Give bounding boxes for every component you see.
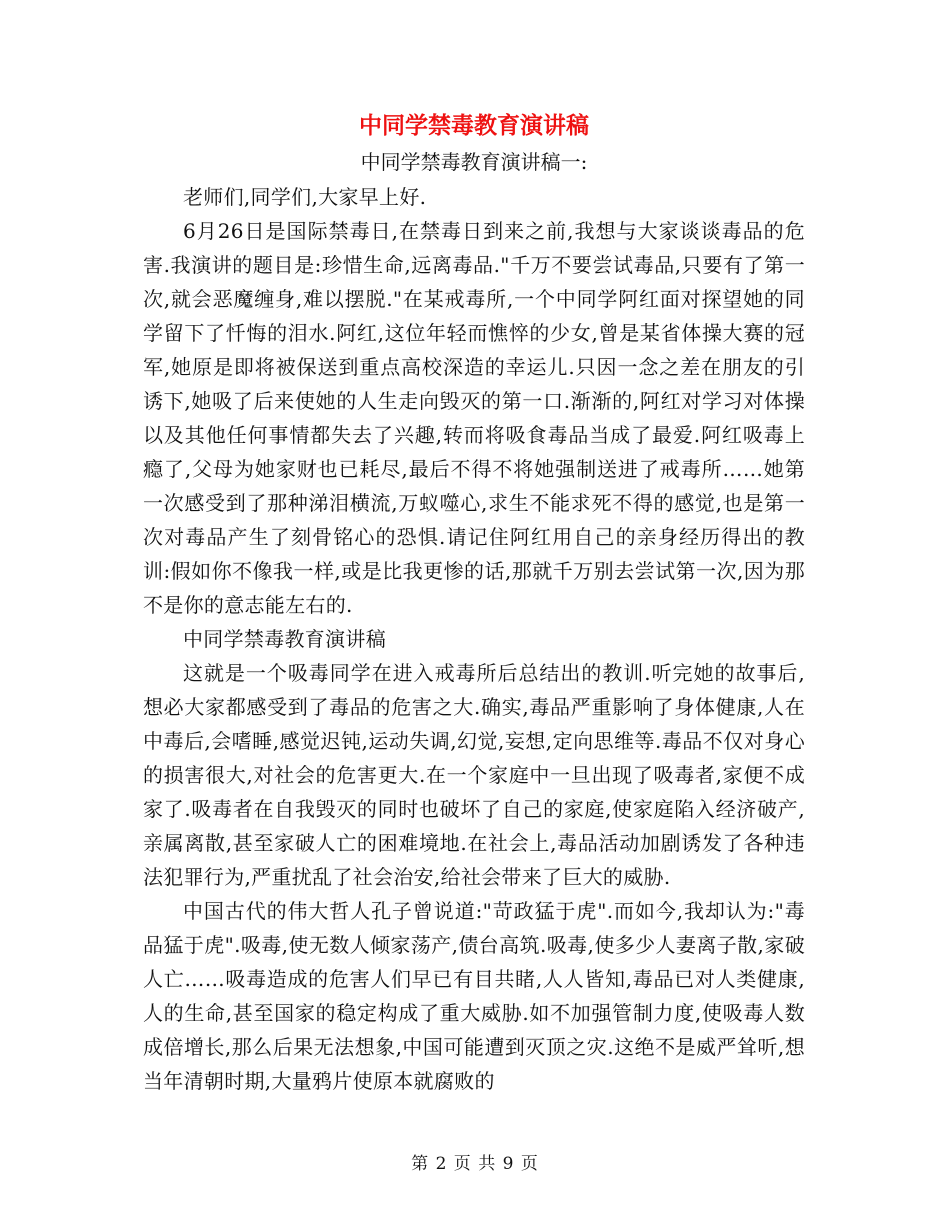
paragraph-harm: 这就是一个吸毒同学在进入戒毒所后总结出的教训.听完她的故事后,想必大家都感受到了毒品的危害之大.确实,毒品严重影响了身体健康,人在中毒后,会嗜睡,感觉迟钝,运动失调,幻觉,妄想,定向思维等.毒品不仅对身心的损害很大,对社会的危害更大.在一个家庭中一旦出现了吸毒者,家便不成家了.吸毒者在自我毁灭的同时也破坏了自己的家庭,使家庭陷入经济破产,亲属离散,甚至家破人亡的困难境地.在社会上,毒品活动加剧诱发了各种违法犯罪行为,严重扰乱了社会治安,给社会带来了巨大的威胁. bbox=[143, 661, 805, 889]
document-title: 中同学禁毒教育演讲稿 bbox=[359, 112, 589, 139]
document-subtitle: 中同学禁毒教育演讲稿一: bbox=[360, 150, 588, 174]
document-page bbox=[143, 108, 805, 1098]
paragraph-heading: 中同学禁毒教育演讲稿 bbox=[183, 627, 386, 651]
paragraph-greeting: 老师们,同学们,大家早上好. bbox=[183, 185, 427, 209]
page-footer: 第 2 页 共 9 页 bbox=[411, 1154, 539, 1174]
paragraph-confucius: 中国古代的伟大哲人孔子曾说道:"苛政猛于虎".而如今,我却认为:"毒品猛于虎".吸毒,使无数人倾家荡产,债台高筑.吸毒,使多少人妻离子散,家破人亡……吸毒造成的危害人们早已有目共睹,人人皆知,毒品已对人类健康,人的生命,甚至国家的稳定构成了重大威胁.如不加强管制力度,使吸毒人数成倍增长,那么后果无法想象,中国可能遭到灭顶之灾.这绝不是威严耸听,想当年清朝时期,大量鸦片使原本就腐败的 bbox=[143, 899, 805, 1093]
paragraph-story: 6月26日是国际禁毒日,在禁毒日到来之前,我想与大家谈谈毒品的危害.我演讲的题目是:珍惜生命,远离毒品."千万不要尝试毒品,只要有了第一次,就会恶魔缠身,难以摆脱."在某戒毒所,一个中同学阿红面对探望她的同学留下了忏悔的泪水.阿红,这位年轻而憔悴的少女,曾是某省体操大赛的冠军,她原是即将被保送到重点高校深造的幸运儿.只因一念之差在朋友的引诱下,她吸了后来使她的人生走向毁灭的第一口.渐渐的,阿红对学习对体操以及其他任何事情都失去了兴趣,转而将吸食毒品当成了最爱.阿红吸毒上瘾了,父母为她家财也已耗尽,最后不得不将她强制送进了戒毒所……她第一次感受到了那种涕泪横流,万蚁噬心,求生不能求死不得的感觉,也是第一次对毒品产生了刻骨铭心的恐惧.请记住阿红用自己的亲身经历得出的教训:假如你不像我一样,或是比我更惨的话,那就千万别去尝试第一次,因为那不是你的意志能左右的. bbox=[143, 219, 805, 617]
